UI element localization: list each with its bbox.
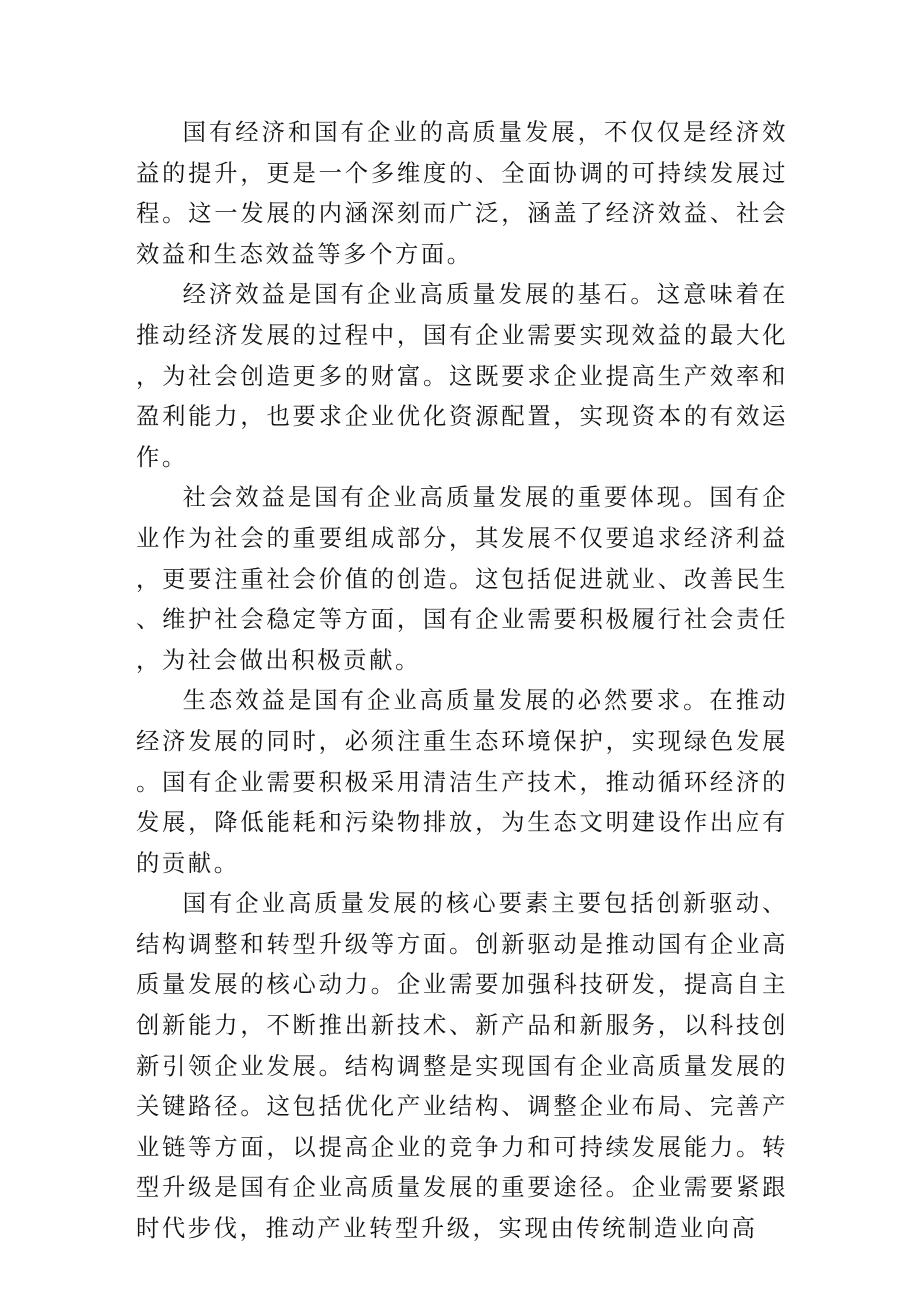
paragraph-core-elements: 国有企业高质量发展的核心要素主要包括创新驱动、结构调整和转型升级等方面。创新驱动是推动国有企业高质量发展的核心动力。企业需要加强科技研发，提高自主创新能力，不断推出新技术、新产品和新服务，以科技创新引领企业发展。结构调整是实现国有企业高质量发展的关键路径。这包括优化产业结构、调整企业布局、完善产业链等方面，以提高企业的竞争力和可持续发展能力。转型升级是国有企业高质量发展的重要途径。企业需要紧跟时代步伐，推动产业转型升级，实现由传统制造业向高 xyxy=(136,890,788,1243)
paragraph-overview: 国有经济和国有企业的高质量发展，不仅仅是经济效益的提升，更是一个多维度的、全面协调的可持续发展过程。这一发展的内涵深刻而广泛，涵盖了经济效益、社会效益和生态效益等多个方面。 xyxy=(136,119,788,268)
paragraph-ecological-benefit: 生态效益是国有企业高质量发展的必然要求。在推动经济发展的同时，必须注重生态环境保护，实现绿色发展。国有企业需要积极采用清洁生产技术，推动循环经济的发展，降低能耗和污染物排放，为生态文明建设作出应有的贡献。 xyxy=(136,687,788,877)
paragraph-economic-benefit: 经济效益是国有企业高质量发展的基石。这意味着在推动经济发展的过程中，国有企业需要实现效益的最大化，为社会创造更多的财富。这既要求企业提高生产效率和盈利能力，也要求企业优化资源配置，实现资本的有效运作。 xyxy=(136,281,788,471)
paragraph-social-benefit: 社会效益是国有企业高质量发展的重要体现。国有企业作为社会的重要组成部分，其发展不仅要追求经济利益，更要注重社会价值的创造。这包括促进就业、改善民生、维护社会稳定等方面，国有企业需要积极履行社会责任，为社会做出积极贡献。 xyxy=(136,484,788,674)
document-body xyxy=(136,113,788,1250)
